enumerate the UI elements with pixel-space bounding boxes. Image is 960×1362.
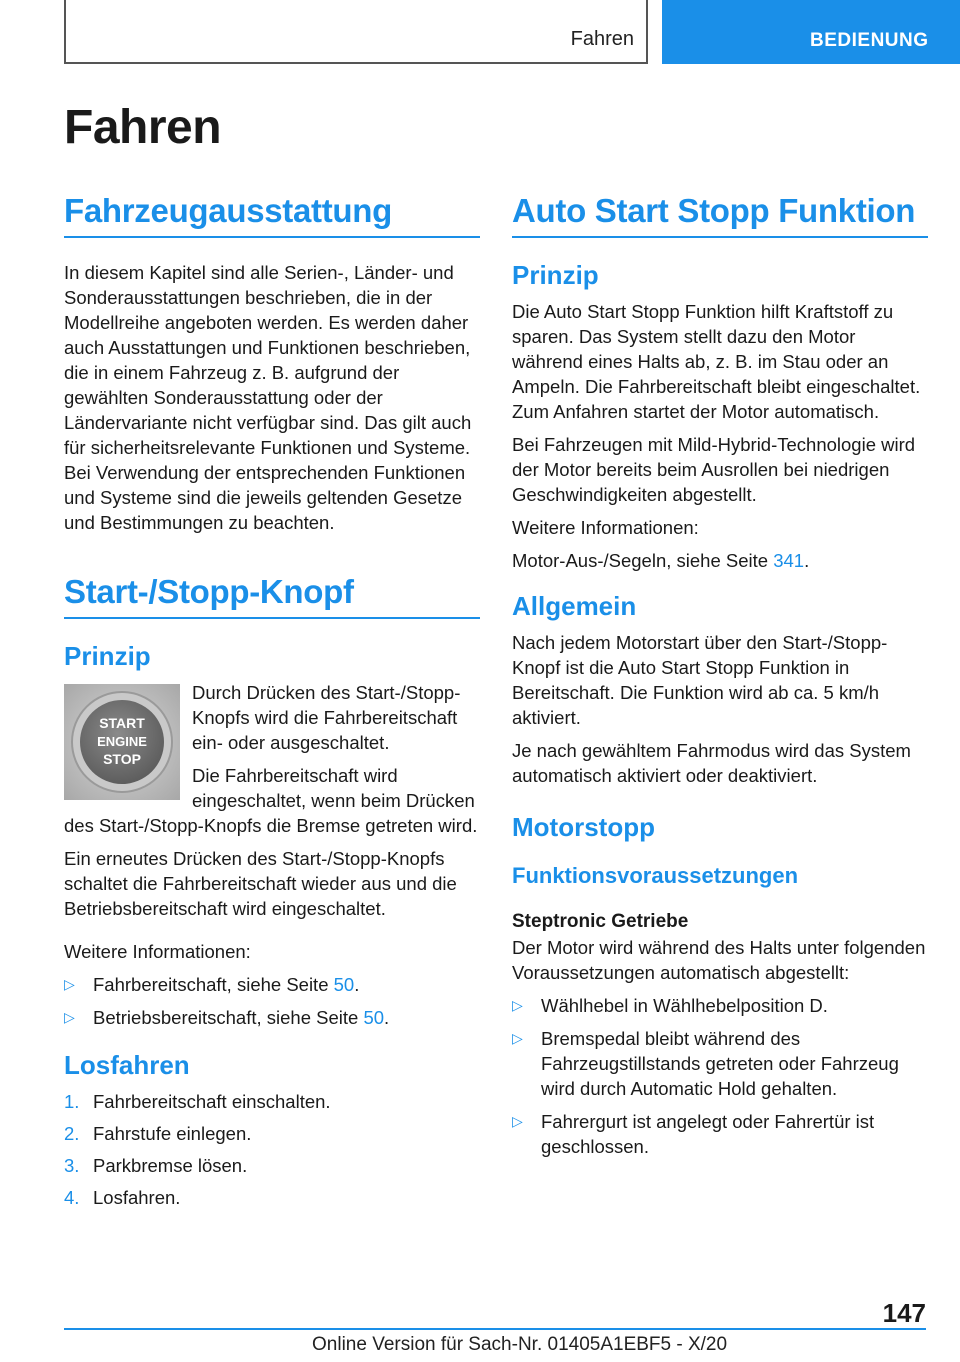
list-item: 3. Parkbremse lösen. — [64, 1155, 248, 1176]
heading-auto-start-stopp: Auto Start Stopp Funktion — [512, 192, 928, 238]
conditions-list — [512, 993, 928, 1159]
heading-prinzip-auto: Prinzip — [512, 260, 599, 290]
page-number: 147 — [882, 1298, 926, 1328]
knopf-p1: Durch Drücken des Start-/Stopp-Knopfs wird die Fahrbereitschaft ein- oder ausgeschaltet. — [192, 682, 461, 753]
allgemein-p1: Nach jedem Motorstart über den Start-/Stopp-Knopf ist die Auto Start Stopp Funktion in Bereitschaft. Die Funktion wird ab ca. 5 km/h aktiviert. — [512, 632, 888, 728]
header-section-label: Fahren — [570, 28, 634, 50]
prinzip-p1: Die Auto Start Stopp Funktion hilft Kraftstoff zu sparen. Das System stellt dazu den Motor während eines Halts ab, z. B. im Stau oder an Ampeln. Die Fahrbereitschaft bleibt eingeschaltet. Zum Anfahren startet der Motor automatisch. — [512, 301, 921, 422]
triangle-bullet-icon: ▷ — [512, 1030, 523, 1046]
page-link[interactable]: 50 — [363, 1007, 385, 1028]
triangle-bullet-icon: ▷ — [64, 1009, 75, 1025]
heading-allgemein: Allgemein — [512, 591, 637, 621]
heading-fahrzeugausstattung: Fahrzeugausstattung — [64, 192, 480, 238]
footer-divider — [64, 1328, 926, 1330]
list-item: ▷ Betriebsbereitschaft, siehe Seite 50. — [64, 1007, 390, 1028]
header-chapter-tab — [662, 0, 960, 64]
prinzip-more-info: Weitere Informationen: — [512, 517, 699, 538]
heading-steptronic: Steptronic Getriebe — [512, 911, 689, 932]
button-line-engine: ENGINE — [97, 734, 147, 749]
steptronic-text: Der Motor wird während des Halts unter folgenden Voraussetzungen automatisch abgestellt: — [512, 937, 926, 983]
right-column — [512, 192, 928, 1167]
allgemein-p2: Je nach gewähltem Fahrmodus wird das System automatisch aktiviert oder deaktiviert. — [512, 740, 911, 786]
heading-losfahren: Losfahren — [64, 1050, 190, 1080]
knopf-ref-list — [64, 972, 480, 1030]
list-item: ▷ Fahrbereitschaft, siehe Seite 50. — [64, 974, 360, 995]
start-stop-button-image — [64, 684, 180, 800]
page-link[interactable]: 50 — [333, 974, 355, 995]
triangle-bullet-icon: ▷ — [512, 997, 523, 1013]
prinzip-p2: Bei Fahrzeugen mit Mild-Hybrid-Technologie wird der Motor bereits beim Ausrollen bei niedrigen Geschwindigkeiten abgestellt. — [512, 434, 916, 505]
knopf-p3: Ein erneutes Drücken des Start-/Stopp-Knopfs schaltet die Fahrbereitschaft wieder aus und die Betriebsbereitschaft wird eingeschaltet. — [64, 848, 457, 919]
footer-online-version: Online Version für Sach-Nr. 01405A1EBF5 - X/20 — [312, 1334, 728, 1355]
left-column — [64, 192, 480, 1217]
header-chapter-label: BEDIENUNG — [810, 30, 929, 51]
list-item: 4. Losfahren. — [64, 1187, 181, 1208]
list-item: 1. Fahrbereitschaft einschalten. — [64, 1091, 331, 1112]
button-line-start: START — [99, 715, 145, 731]
heading-funktionsvoraussetzungen: Funktionsvoraussetzungen — [512, 863, 799, 888]
ausstattung-text: In diesem Kapitel sind alle Serien-, Länder- und Sonderausstattungen beschrieben, die in der Modellreihe angeboten werden. Es werden daher auch Ausstattungen und Funktionen beschrieben, die in einem Fahrzeug z. B. aufgrund der gewählten Sonderausstattung oder der Ländervariante nicht verfügbar sind. Das gilt auch für sicherheitsrelevante Funktionen und Systeme. Bei Verwendung der entsprechenden Funktionen und Systeme sind die jeweils geltenden Gesetze und Bestimmungen zu beachten. — [64, 262, 472, 533]
losfahren-steps — [64, 1089, 480, 1210]
list-item: 2. Fahrstufe einlegen. — [64, 1123, 252, 1144]
triangle-bullet-icon: ▷ — [64, 976, 75, 992]
knopf-more-info: Weitere Informationen: — [64, 941, 251, 962]
heading-prinzip-knopf: Prinzip — [64, 641, 151, 671]
page-link[interactable]: 341 — [773, 550, 805, 571]
button-line-stop: STOP — [103, 751, 141, 767]
heading-start-stopp-knopf: Start-/Stopp-Knopf — [64, 573, 480, 619]
knopf-p2: Die Fahrbereitschaft wird eingeschaltet, wenn beim Drücken des Start-/Stopp-Knopfs die Bremse getreten wird. — [64, 765, 478, 836]
page-title: Fahren — [64, 101, 222, 154]
list-item: ▷ Fahrergurt ist angelegt oder Fahrertür ist geschlossen. — [512, 1111, 875, 1157]
heading-motorstopp: Motorstopp — [512, 812, 655, 842]
prinzip-ref: Motor-Aus-/Segeln, siehe Seite 341. — [512, 550, 810, 571]
header-section-box — [64, 0, 648, 64]
triangle-bullet-icon: ▷ — [512, 1113, 523, 1129]
list-item: ▷ Wählhebel in Wählhebelposition D. — [512, 995, 828, 1016]
list-item: ▷ Bremspedal bleibt während des Fahrzeugstillstands getreten oder Fahrzeug wird durch Automatic Hold gehalten. — [512, 1028, 899, 1099]
